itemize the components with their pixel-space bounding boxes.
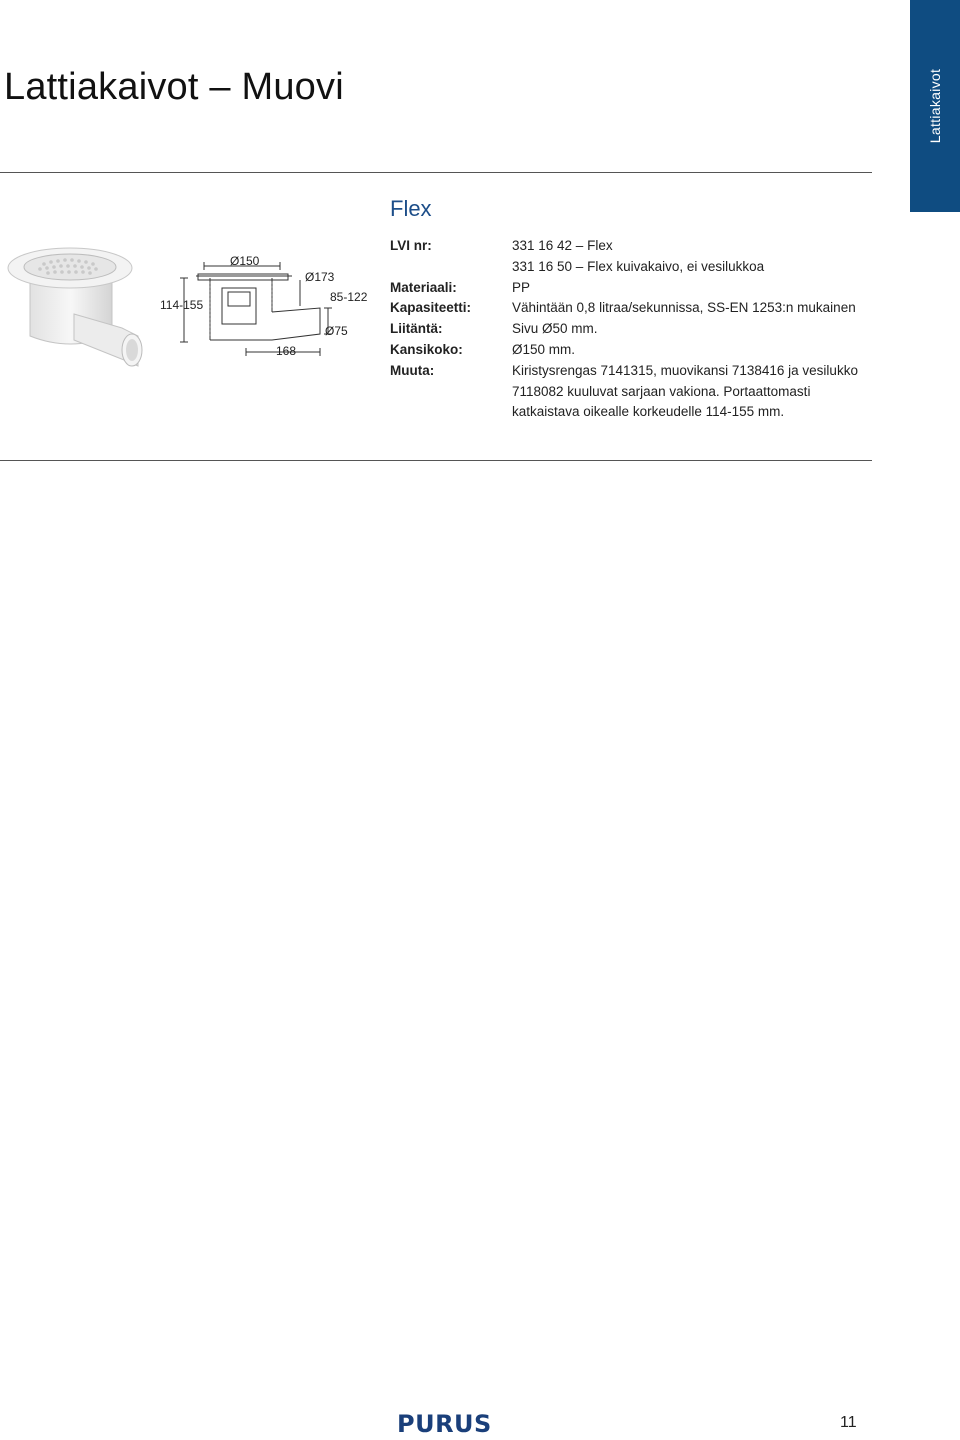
- spec-value-line: katkaistava oikealle korkeudelle 114-155 mm.: [512, 404, 785, 420]
- purus-logo: [397, 1410, 492, 1438]
- spec-row-lvi: [390, 236, 890, 278]
- spec-value-line: PP: [512, 279, 531, 295]
- spec-value-line: Ø150 mm.: [512, 341, 576, 357]
- section-title: Flex: [390, 196, 432, 221]
- spec-label: Materiaali:: [390, 279, 457, 295]
- spec-row-other: [390, 361, 890, 423]
- spec-value: [512, 298, 890, 319]
- spec-value: [512, 361, 890, 423]
- spec-value-line: Sivu Ø50 mm.: [512, 321, 598, 337]
- spec-row-connection: [390, 319, 890, 340]
- side-tab-label: Lattiakaivot: [927, 68, 943, 144]
- spec-label: Kapasiteetti:: [390, 300, 472, 316]
- spec-label: LVI nr:: [390, 238, 432, 253]
- spec-value-line: 331 16 42 – Flex: [512, 238, 613, 253]
- floor-drain-photo: [4, 240, 154, 370]
- side-tab[interactable]: [910, 0, 960, 212]
- dim-pipe-label: Ø75: [325, 324, 348, 338]
- page-number: 11: [840, 1414, 857, 1431]
- spec-value-line: 7118082 kuuluvat sarjaan vakiona. Portaattomasti: [512, 383, 811, 399]
- spec-table: [390, 236, 890, 423]
- spec-label: Kansikoko:: [390, 341, 463, 357]
- spec-row-cover-size: [390, 340, 890, 361]
- dim-length-label: 168: [276, 344, 297, 358]
- spec-label: Liitäntä:: [390, 321, 443, 337]
- spec-value-line: Kiristysrengas 7141315, muovikansi 7138416 ja vesilukko: [512, 362, 858, 378]
- spec-value-line: 331 16 50 – Flex kuivakaivo, ei vesilukkoa: [512, 258, 765, 274]
- spec-row-capacity: [390, 298, 890, 319]
- page-title: Lattiakaivot – Muovi: [4, 66, 344, 108]
- spec-value: [512, 319, 890, 340]
- dim-outer-label: Ø173: [305, 270, 335, 284]
- spec-value: [512, 278, 890, 299]
- spec-value: [512, 340, 890, 361]
- spec-value-line: Vähintään 0,8 litraa/sekunnissa, SS-EN 1253:n mukainen: [512, 300, 856, 316]
- dim-height-label: 114-155: [160, 298, 204, 312]
- dim-top-label: Ø150: [230, 254, 260, 268]
- spec-value: [512, 236, 890, 278]
- spec-label: Muuta:: [390, 362, 435, 378]
- dim-side-label: 85-122: [330, 290, 368, 304]
- divider-top: [0, 172, 872, 173]
- logo-text: PURUS: [397, 1410, 492, 1438]
- spec-row-material: [390, 278, 890, 299]
- divider-bottom: [0, 460, 872, 461]
